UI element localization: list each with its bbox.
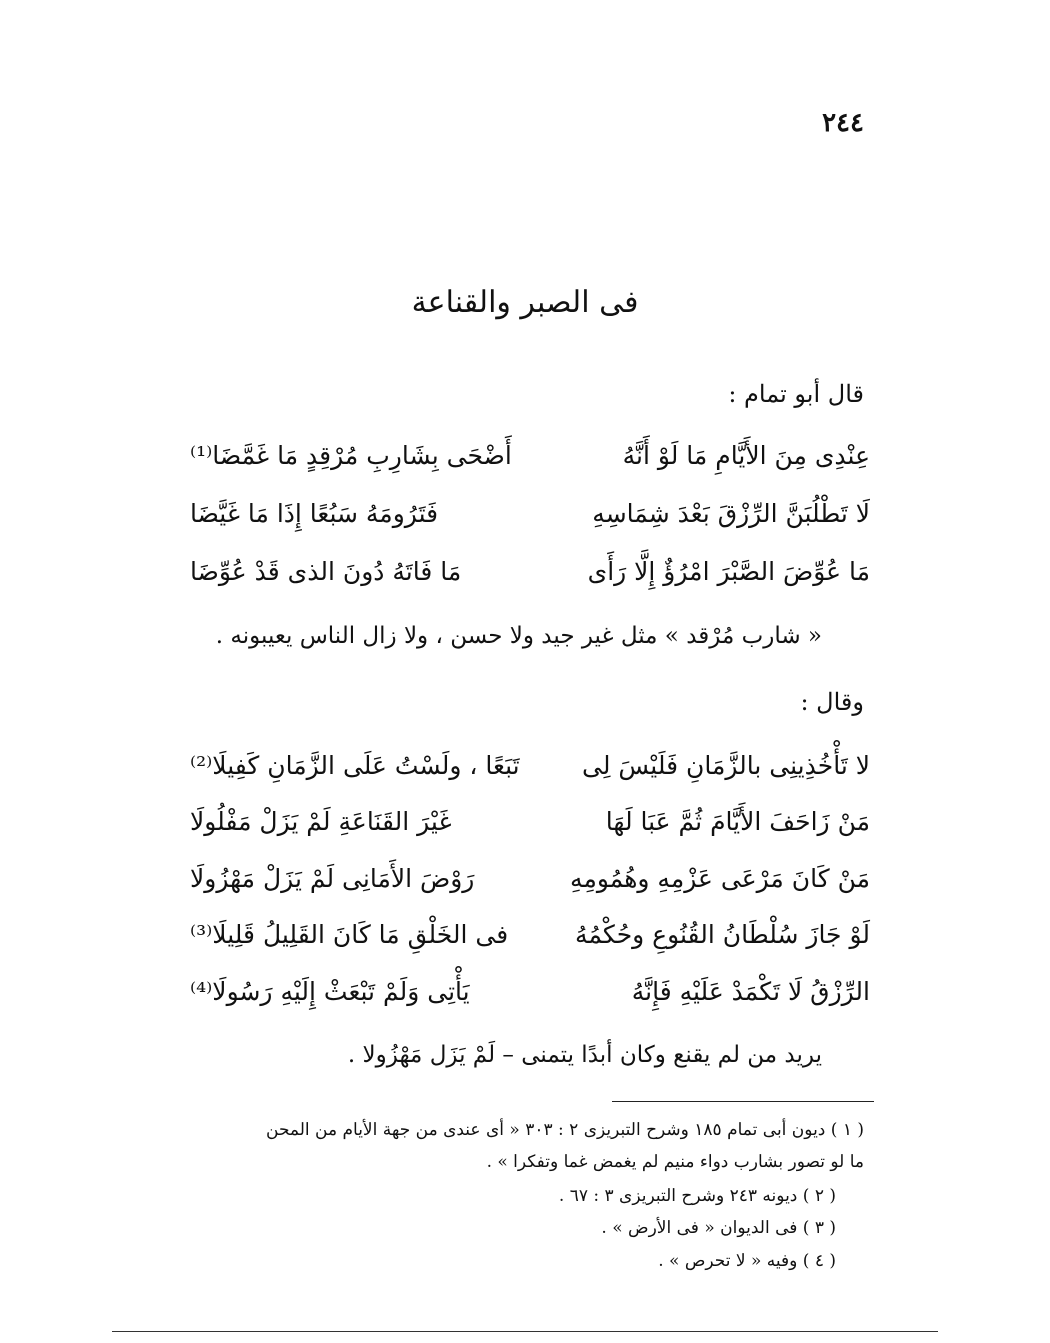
- footnote-2: ( ٢ ) ديونه ٢٤٣ وشرح التبريزى ٣ : ٦٧ .: [558, 1186, 836, 1206]
- poem2-verse-2: [190, 800, 870, 844]
- poem2-verse-4: [190, 913, 870, 957]
- poem1-note: « شارب مُرْقد » مثل غير جيد ولا حسن ، ولا زال الناس يعيبونه .: [215, 623, 822, 649]
- poem1-verse-3: [190, 550, 870, 594]
- poem1-speaker: قال أبو تمام :: [728, 380, 864, 408]
- verse-second-hemistich: مَا فَاتَهُ دُونَ الذى قَدْ عُوِّضَا: [190, 557, 462, 586]
- poem2-verse-3: [190, 857, 870, 901]
- section-title: فى الصبر والقناعة: [411, 285, 639, 320]
- verse-first-hemistich: الرِّزْقُ لَا تَكْمَدْ عَلَيْهِ فَإِنَّهُ: [631, 977, 870, 1006]
- verse-second-hemistich: فى الخَلْقِ مَا كَانَ القَلِيلُ قَلِيلَا⁽³⁾: [190, 920, 509, 949]
- poem2-verse-1: [190, 744, 870, 788]
- verse-first-hemistich: مَنْ كَانَ مَرْعَى عَزْمِهِ وهُمُومِهِ: [570, 864, 870, 893]
- verse-second-hemistich: رَوْضَ الأَمَانِى لَمْ يَزَلْ مَهْزُولَا: [190, 864, 475, 893]
- footnote-3: ( ٣ ) فى الديوان « فى الأرض » .: [601, 1218, 836, 1238]
- poem1-verse-1: [190, 434, 870, 478]
- poem2-note: يريد من لم يقنع وكان أبدًا يتمنى – لَمْ يَزَل مَهْزُولا .: [347, 1042, 822, 1068]
- verse-first-hemistich: لَوْ جَازَ سُلْطَانُ القُنُوعِ وحُكْمُهُ: [575, 920, 870, 949]
- poem2-verse-5: [190, 970, 870, 1014]
- verse-second-hemistich: أَضْحَى بِشَارِبِ مُرْقِدٍ مَا غَمَّضَا⁽¹⁾: [190, 441, 512, 470]
- verse-first-hemistich: مَنْ زَاحَفَ الأَيَّامَ ثُمَّ عَبَا لَهَا: [605, 807, 870, 836]
- poem1-verse-2: [190, 492, 870, 536]
- footnote-divider: [612, 1101, 874, 1102]
- verse-second-hemistich: تَبَعًا ، ولَسْتُ عَلَى الزَّمَانِ كَفِيلَا⁽²⁾: [190, 751, 520, 780]
- page-bottom-edge: [112, 1331, 938, 1332]
- poem2-speaker: وقال :: [800, 688, 864, 716]
- verse-first-hemistich: مَا عُوِّضَ الصَّبْرَ امْرُؤٌ إِلَّا رَأَى: [587, 557, 870, 586]
- verse-first-hemistich: لَا تَطْلُبَنَّ الرِّزْقَ بَعْدَ شِمَاسِهِ: [592, 499, 870, 528]
- verse-second-hemistich: غَيْرَ القَنَاعَةِ لَمْ يَزَلْ مَفْلُولَا: [190, 807, 452, 836]
- verse-first-hemistich: لا تَأْخُذِينِى بالزَّمَانِ فَلَيْسَ لِى: [582, 751, 870, 780]
- page-number: ٢٤٤: [822, 108, 864, 138]
- footnote-1-continued: ما لو تصور بشارب دواء منيم لم يغمض غما وتفكرا » .: [486, 1152, 864, 1172]
- verse-second-hemistich: فَتَرُومَهُ سَبُعًا إِذَا مَا غَيَّضَا: [190, 499, 439, 528]
- verse-first-hemistich: عِنْدِى مِنَ الأَيَّامِ مَا لَوْ أَنَّهُ: [622, 441, 870, 470]
- footnote-4: ( ٤ ) وفيه « لا تحرص » .: [658, 1251, 836, 1271]
- verse-second-hemistich: يَأْتِى وَلَمْ تَبْعَثْ إِلَيْهِ رَسُولَا⁽⁴⁾: [190, 977, 470, 1006]
- footnote-1: ( ١ ) ديون أبى تمام ١٨٥ وشرح التبريزى ٢ : ٣٠٣ « أى عندى من جهة الأيام من المحن: [266, 1120, 864, 1140]
